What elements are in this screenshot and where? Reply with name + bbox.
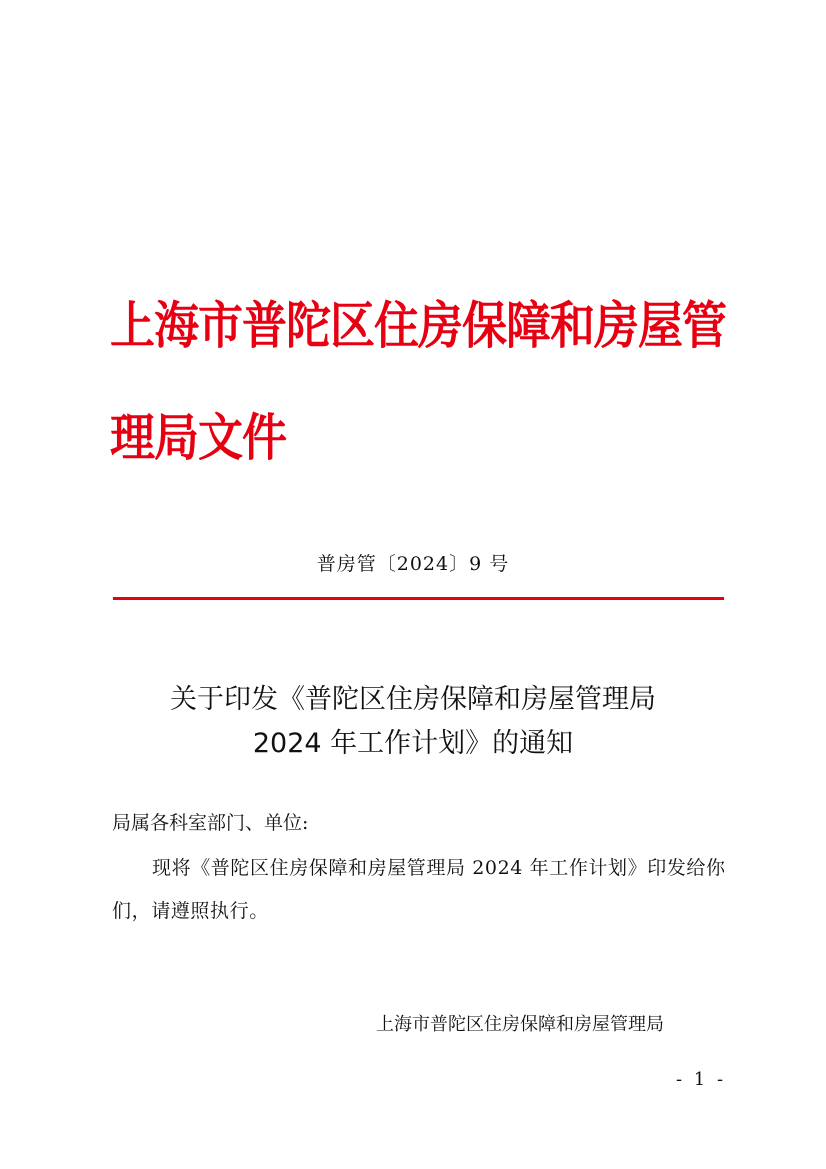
signature-issuer: 上海市普陀区住房保障和房屋管理局 bbox=[376, 1014, 664, 1035]
issuer-header-title: 上海市普陀区住房保障和房屋管理局文件 bbox=[110, 295, 727, 468]
document-title-line-1: 关于印发《普陀区住房保障和房屋管理局 bbox=[170, 684, 656, 715]
document-title-line-2: 2024 年工作计划》的通知 bbox=[252, 728, 574, 759]
document-title bbox=[0, 678, 826, 766]
salutation: 局属各科室部门、单位: bbox=[112, 812, 309, 834]
page-number: - 1 - bbox=[676, 1069, 727, 1090]
body-paragraph: 现将《普陀区住房保障和房屋管理局 2024 年工作计划》印发给你们，请遵照执行。 bbox=[112, 857, 726, 922]
red-separator-line bbox=[113, 597, 724, 600]
document-number: 普房管〔2024〕9 号 bbox=[316, 553, 510, 575]
